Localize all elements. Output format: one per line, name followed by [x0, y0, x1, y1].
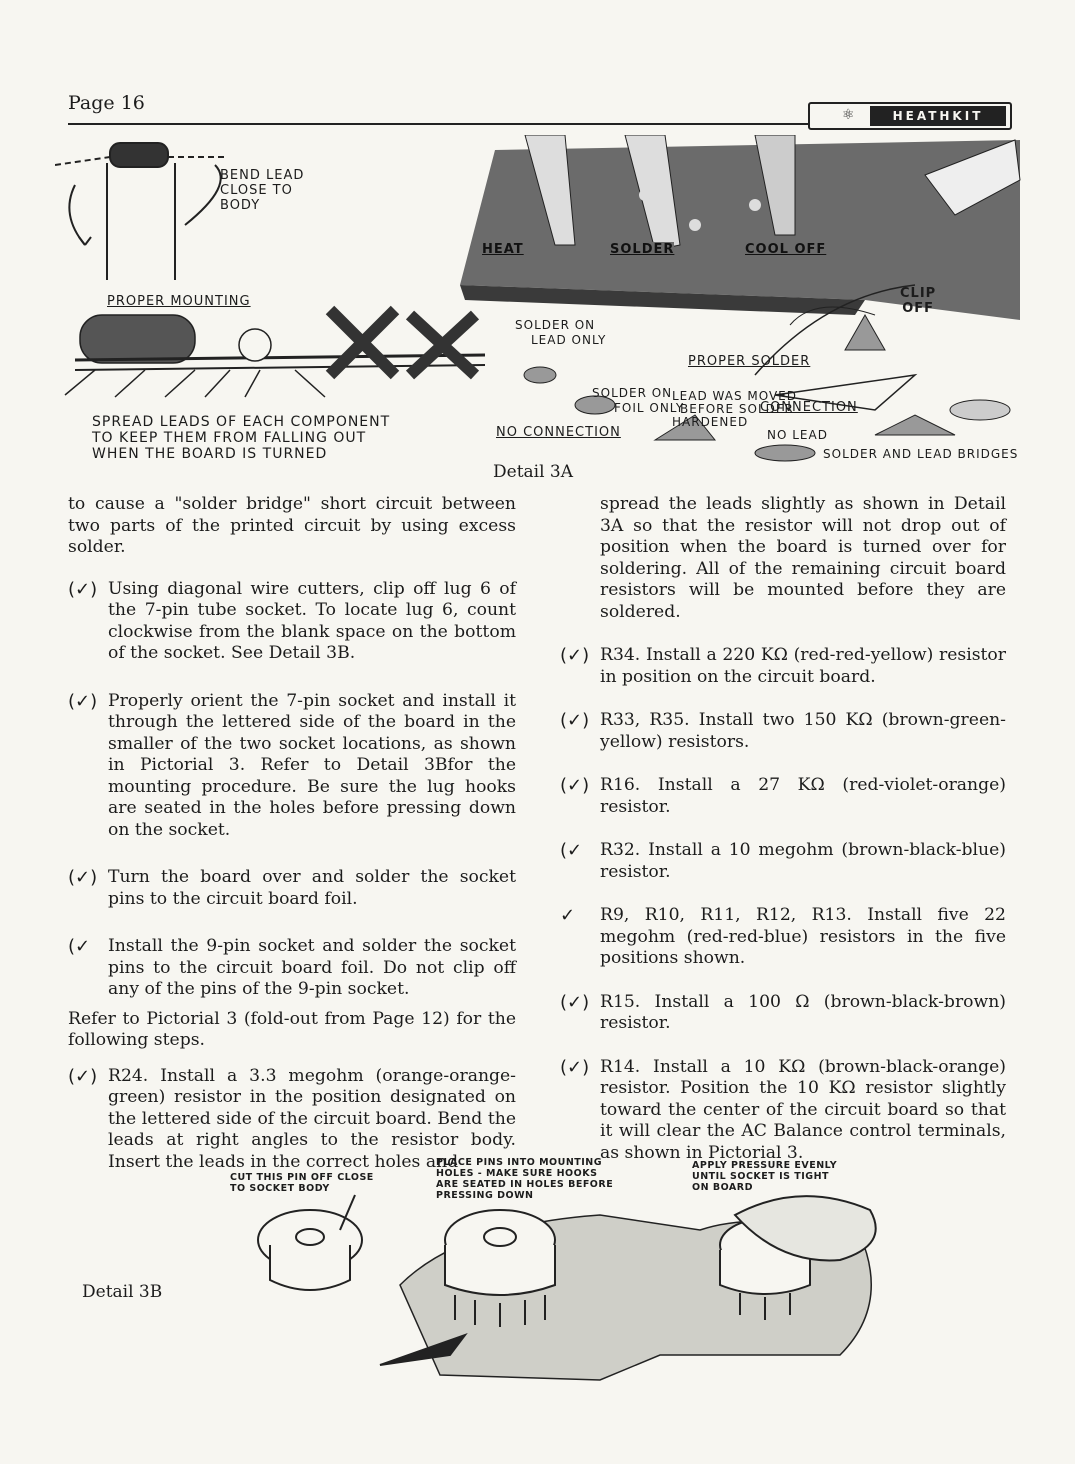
- check-mark[interactable]: (✓): [68, 578, 98, 600]
- refer-pictorial: Refer to Pictorial 3 (fold-out from Page 12) for the following steps.: [68, 1008, 516, 1050]
- step-text: R16. Install a 27 KΩ (red-violet-orange) resistor.: [600, 775, 1006, 817]
- check-mark[interactable]: (✓): [68, 867, 98, 888]
- check-mark[interactable]: (✓): [68, 690, 98, 712]
- step-text: Properly orient the 7-pin socket and install it through the lettered side of the board in the smaller of the two socket locations, as shown in Pictorial 3. Refer to Detail 3Bfor the mounting procedure. Be sure the lug hooks are seated in the holes before pressing down on the socket.: [108, 690, 516, 840]
- step-text: R15. Install a 100 Ω (brown-black-brown) resistor.: [600, 991, 1006, 1033]
- detail-3a-caption: Detail 3A: [493, 462, 574, 482]
- left-column: [68, 494, 516, 1173]
- right-intro: spread the leads slightly as shown in Detail 3A so that the resistor will not drop out of position when the board is turned over for soldering. All of the remaining circuit board resistors will be mounted before they are soldered.: [600, 494, 1006, 622]
- solder-foil-line-1: SOLDER ON: [592, 386, 673, 400]
- check-mark[interactable]: (✓): [560, 710, 590, 731]
- check-mark[interactable]: (✓): [560, 775, 590, 796]
- step-text: Turn the board over and solder the socket pins to the circuit board foil.: [108, 867, 516, 909]
- heat-label: HEAT: [482, 242, 524, 257]
- off-line: OFF: [902, 301, 934, 316]
- apply-pressure-line-3: ON BOARD: [692, 1182, 753, 1193]
- left-intro: to cause a "solder bridge" short circuit between two parts of the printed circuit by using excess solder.: [68, 494, 516, 557]
- spread-line-1: SPREAD LEADS OF EACH COMPONENT: [92, 414, 391, 430]
- check-mark[interactable]: (✓): [68, 1065, 98, 1087]
- page-number: Page 16: [68, 92, 145, 114]
- lead-moved-line-1: LEAD WAS MOVED: [672, 389, 797, 403]
- step-r34: [560, 645, 1006, 688]
- solder-foil-only-label: [592, 386, 684, 416]
- step-9pin-socket: [68, 936, 516, 1001]
- step-clip-lug: [68, 579, 516, 665]
- apply-pressure-line-1: APPLY PRESSURE EVENLY: [692, 1160, 838, 1171]
- solder-lead-only-label: [515, 318, 606, 348]
- check-mark[interactable]: ✓: [560, 905, 576, 926]
- step-text: Install the 9-pin socket and solder the socket pins to the circuit board foil. Do not clip off any of the pins of the 9-pin socket.: [108, 936, 516, 999]
- solder-bridges-label: SOLDER AND LEAD BRIDGES: [823, 447, 1019, 461]
- solder-lead-line-2: LEAD ONLY: [531, 333, 607, 347]
- step-r15: [560, 992, 1006, 1035]
- solder-foil-line-2: FOIL ONLY: [614, 401, 685, 415]
- spread-leads-label: [92, 414, 390, 462]
- bend-lead-line-2: CLOSE TO: [220, 183, 293, 198]
- step-text: R33, R35. Install two 150 KΩ (brown-green-yellow) resistors.: [600, 710, 1006, 752]
- step-text: Using diagonal wire cutters, clip off lug 6 of the 7-pin tube socket. To locate lug 6, count clockwise from the blank space on the bottom of the socket. See Detail 3B.: [108, 578, 516, 663]
- solder-lead-line-1: SOLDER ON: [515, 318, 596, 332]
- right-column: [560, 494, 1006, 1164]
- connection-label: CONNECTION: [760, 400, 858, 415]
- step-text: R32. Install a 10 megohm (brown-black-blue) resistor.: [600, 840, 1006, 882]
- step-r14: [560, 1057, 1006, 1165]
- atom-icon: ⚛: [842, 107, 855, 123]
- check-mark[interactable]: (✓: [68, 936, 91, 957]
- clip-off-label: [900, 286, 936, 316]
- step-text: R34. Install a 220 KΩ (red-red-yellow) resistor in position on the circuit board.: [600, 645, 1006, 687]
- bent-resistor-drawing: [55, 143, 225, 280]
- place-pins-line-4: PRESSING DOWN: [436, 1190, 534, 1201]
- step-r16: [560, 775, 1006, 818]
- socket-cut-pin-drawing: [258, 1195, 362, 1290]
- proper-mounting-label: PROPER MOUNTING: [107, 294, 251, 309]
- detail-3b-illustration: [240, 1185, 900, 1385]
- proper-solder-label: PROPER SOLDER: [688, 354, 811, 369]
- step-text: R14. Install a 10 KΩ (brown-black-orange) resistor. Position the 10 KΩ resistor slightly toward the center of the circuit board so that it will clear the AC Balance control terminals, as shown in Pictorial 3.: [600, 1056, 1006, 1163]
- check-mark[interactable]: (✓): [560, 1056, 590, 1078]
- apply-pressure-line-2: UNTIL SOCKET IS TIGHT: [692, 1171, 829, 1182]
- place-pins-line-2: HOLES - MAKE SURE HOOKS: [436, 1168, 598, 1179]
- check-mark[interactable]: (✓: [560, 840, 583, 861]
- detail-3b-caption: Detail 3B: [82, 1282, 163, 1302]
- cut-pin-line-2: TO SOCKET BODY: [230, 1183, 330, 1194]
- step-r9-r13: [560, 905, 1006, 970]
- lead-moved-label: [672, 390, 797, 429]
- solder-label: SOLDER: [610, 242, 675, 257]
- spread-line-2: TO KEEP THEM FROM FALLING OUT: [92, 430, 367, 446]
- place-pins-line-1: PLACE PINS INTO MOUNTING: [436, 1157, 603, 1168]
- place-pins-line-3: ARE SEATED IN HOLES BEFORE: [436, 1179, 614, 1190]
- lead-moved-line-2: BEFORE SOLDER: [680, 402, 794, 416]
- bend-lead-line-1: BEND LEAD: [220, 168, 305, 183]
- clip-line: CLIP: [900, 286, 937, 301]
- mounting-drawing: [65, 310, 485, 397]
- bend-lead-line-3: BODY: [220, 198, 261, 213]
- lead-moved-line-3: HARDENED: [672, 415, 749, 429]
- heathkit-logo: [808, 102, 1012, 130]
- step-text: R24. Install a 3.3 megohm (orange-orange-green) resistor in the position designated on the lettered side of the circuit board. Bend the leads at right angles to the resistor body. Insert the leads in the correct holes and: [108, 1065, 516, 1172]
- bend-lead-label: [220, 168, 304, 213]
- step-r32: [560, 840, 1006, 883]
- step-r33-r35: [560, 710, 1006, 753]
- step-text: R9, R10, R11, R12, R13. Install five 22 megohm (red-red-blue) resistors in the five positions shown.: [600, 905, 1006, 968]
- no-connection-label: NO CONNECTION: [496, 425, 621, 440]
- cool-off-label: COOL OFF: [745, 242, 827, 257]
- step-orient-socket: [68, 691, 516, 842]
- check-mark[interactable]: (✓): [560, 991, 590, 1013]
- logo-text: HEATHKIT: [870, 106, 1006, 126]
- no-lead-label: NO LEAD: [767, 428, 828, 442]
- step-solder-socket: [68, 867, 516, 910]
- check-mark[interactable]: (✓): [560, 645, 590, 666]
- cut-pin-line-1: CUT THIS PIN OFF CLOSE: [230, 1172, 374, 1183]
- spread-line-3: WHEN THE BOARD IS TURNED: [92, 446, 328, 462]
